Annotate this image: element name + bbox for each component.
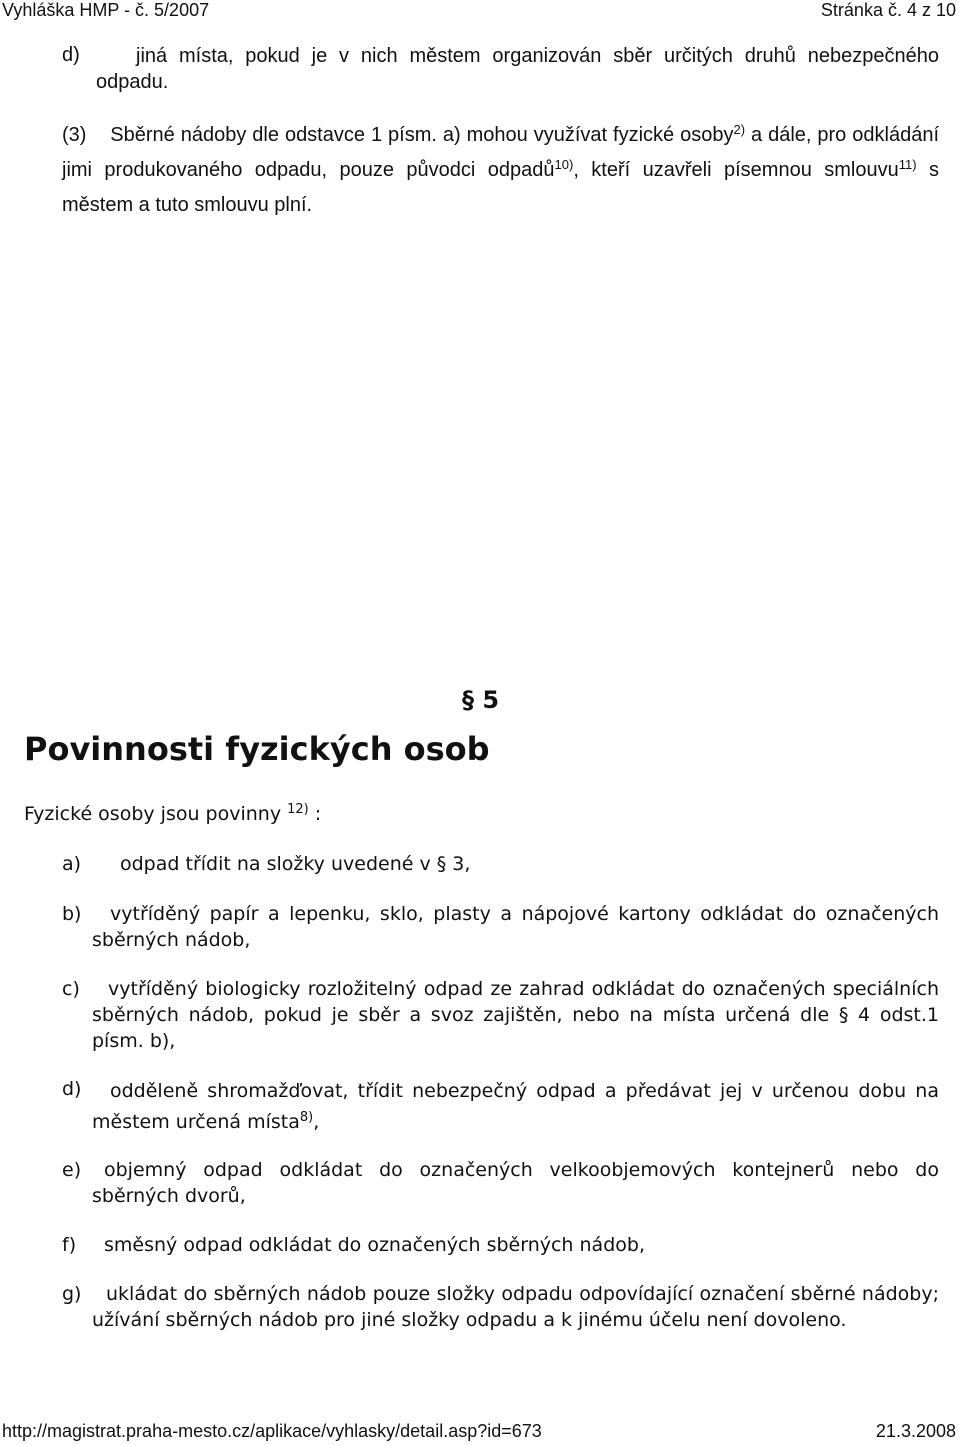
page-header — [0, 0, 960, 22]
page-number: Stránka č. 4 z 10 — [820, 0, 956, 20]
footnote-ref: 8) — [299, 1110, 314, 1125]
item-label: d) — [62, 1078, 82, 1100]
paragraph-3: (3) Sběrné nádoby dle odstavce 1 písm. a) mohou využívat fyzické osoby$^{2)}$ a dále, pro odkládání jimi produkovaného odpadu, pouze původci odpadů$^{10)}$, kteří uzavřeli písemnou smlouvu$^{11)}$ s městem a tuto smlouvu plní. — [62, 122, 940, 216]
intro-text: Fyzické osoby jsou povinny $^{12)}$ : — [24, 802, 322, 825]
list-item-g: ukládat do sběrných nádob pouze složky odpadu odpovídající označení sběrné nádoby; užívání sběrných nádob pro jiné složky odpadu a k jinému účelu není dovoleno. — [92, 1283, 939, 1331]
footnote-ref: 10) — [554, 157, 574, 172]
list-item-a: odpad třídit na složky uvedené v § 3, — [120, 853, 471, 875]
document-title: Vyhláška HMP - č. 5/2007 — [2, 0, 210, 20]
list-item-text: jiná místa, pokud je v nich městem organizován sběr určitých druhů nebezpečného odpadu. — [96, 45, 939, 93]
list-item-d: odděleně shromažďovat, třídit nebezpečný odpad a předávat jej v určenou dobu na městem určená místa$^{8)}$, — [92, 1080, 939, 1133]
section-number: § 5 — [462, 686, 500, 714]
print-date: 21.3.2008 — [875, 1421, 956, 1441]
item-label: e) — [62, 1159, 82, 1181]
item-label: a) — [62, 853, 82, 875]
footnote-ref: 11) — [898, 157, 917, 172]
page-footer — [0, 1421, 960, 1443]
item-label: g) — [62, 1283, 82, 1305]
list-item-c: vytříděný biologicky rozložitelný odpad ze zahrad odkládat do označených speciálních sběrných nádob, pokud je sběr a svoz zajištěn, nebo na místa určená dle § 4 odst.1 písm. b), — [92, 978, 939, 1052]
footnote-ref: 2) — [733, 122, 746, 137]
source-url[interactable]: http://magistrat.praha-mesto.cz/aplikace/vyhlasky/detail.asp?id=673 — [2, 1421, 542, 1441]
list-item-b: vytříděný papír a lepenku, sklo, plasty a nápojové kartony odkládat do označených sběrných nádob, — [92, 903, 939, 951]
item-label: c) — [62, 978, 80, 1000]
section-title: Povinnosti fyzických osob — [24, 730, 490, 768]
list-item-f: směsný odpad odkládat do označených sběrných nádob, — [104, 1234, 645, 1256]
list-item-e: objemný odpad odkládat do označených velkoobjemových kontejnerů nebo do sběrných dvorů, — [92, 1159, 939, 1207]
item-label: d) — [62, 44, 80, 66]
paragraph-label: (3) — [62, 124, 87, 146]
footnote-ref: 12) — [287, 802, 309, 817]
item-label: b) — [62, 903, 82, 925]
item-label: f) — [62, 1234, 77, 1256]
